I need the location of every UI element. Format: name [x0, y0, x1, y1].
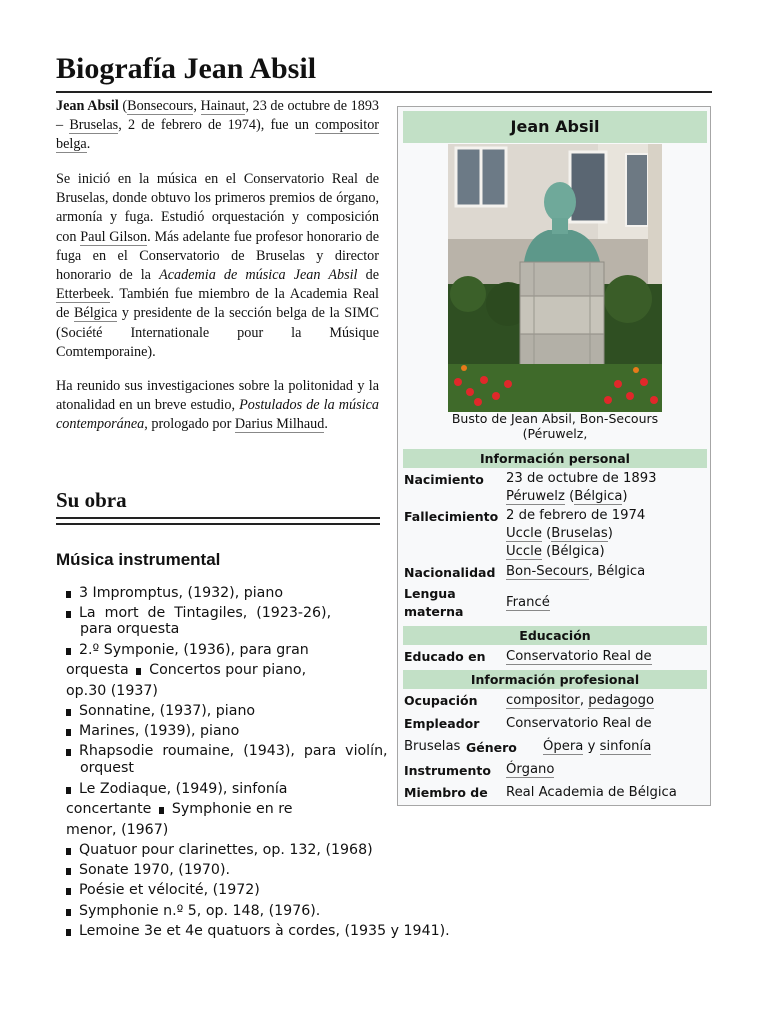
link-belgica-birth[interactable]: Bélgica [574, 489, 623, 504]
text: , Bélgica [588, 564, 646, 579]
list-item [66, 841, 373, 859]
list-item-cont: op.30 (1937) [66, 683, 158, 699]
label-nacimiento: Nacimiento [404, 472, 484, 487]
link-bon-secours[interactable]: Bon-Secours [506, 564, 589, 579]
list-item [66, 780, 288, 798]
link-bruselas-death[interactable]: Bruselas [551, 526, 608, 541]
subject-name: Jean Absil [56, 98, 119, 114]
link-pedagogo[interactable]: pedagogo [588, 693, 655, 708]
value-empleador: Conservatorio Real de [506, 716, 652, 731]
list-item [66, 702, 255, 720]
link-peruwelz[interactable]: Péruwelz [506, 489, 565, 504]
work-title: orquesta [66, 662, 129, 678]
link-darius-milhaud[interactable]: Darius Milhaud [234, 416, 325, 433]
label-genero: Género [466, 740, 517, 755]
intro-paragraph [56, 97, 379, 155]
value-nacionalidad [506, 563, 645, 581]
work-title: concertante [66, 801, 152, 817]
value-lengua [506, 594, 550, 612]
list-item [66, 922, 450, 940]
bullet-icon [66, 929, 71, 936]
label-miembro: Miembro de [404, 785, 488, 800]
text: . Más adelante fue profesor honorario de fuga en el Conservatorio de Bruselas y director honorario de la [56, 228, 379, 284]
value-genero [543, 738, 651, 756]
list-item [66, 881, 260, 899]
career-paragraph [56, 170, 379, 362]
list-item-cont: para orquesta [80, 621, 180, 637]
bullet-icon [136, 668, 141, 675]
section-professional: Información profesional [403, 670, 707, 689]
bullet-icon [66, 611, 71, 618]
work-title: Quatuor pour clarinettes, op. 132, (1968) [79, 842, 373, 858]
list-item [66, 742, 397, 760]
birth-place [506, 488, 657, 506]
label-line: materna [404, 604, 464, 619]
text: ) [607, 526, 613, 541]
work-title: La mort de Tintagiles, (1923-26), [79, 605, 332, 621]
book-title: Postulados de la música contemporánea [56, 397, 379, 433]
value-ocupacion [506, 692, 654, 710]
value-nacimiento [506, 470, 657, 506]
section-divider [56, 517, 380, 519]
bullet-icon [66, 709, 71, 716]
caption-line: (Péruwelz, [522, 426, 588, 441]
death-date: 2 de febrero de 1974 [506, 508, 646, 523]
value-educado [506, 648, 652, 666]
link-organo[interactable]: Órgano [506, 762, 555, 777]
label-ocupacion: Ocupación [404, 693, 478, 708]
caption-line: Busto de Jean Absil, Bon-Secours [451, 411, 659, 426]
link-paul-gilson[interactable]: Paul Gilson [80, 228, 148, 245]
bullet-icon [66, 648, 71, 655]
label-fallecimiento: Fallecimiento [404, 509, 499, 524]
list-item-cont: menor, (1967) [66, 822, 169, 838]
value-fallecimiento [506, 507, 645, 561]
text: ( [118, 98, 128, 114]
value-miembro: Real Academia de Bélgica [506, 785, 677, 800]
text: , 23 de octubre de 1893 – [56, 98, 380, 134]
list-item [66, 800, 292, 818]
infobox [397, 106, 711, 806]
text: (Bélgica) [541, 544, 605, 559]
work-title: Symphonie n.º 5, op. 148, (1976). [79, 903, 321, 919]
bust-photo [448, 144, 662, 412]
subsection-heading-instrumental: Música instrumental [56, 550, 221, 569]
text: , 2 de febrero de 1974), fue un [118, 117, 316, 134]
research-paragraph [56, 377, 379, 435]
work-title: Symphonie en re [171, 801, 293, 817]
section-personal-info: Información personal [403, 449, 707, 468]
work-title: 2.º Symponie, (1936), para gran [79, 642, 309, 658]
link-uccle-2[interactable]: Uccle [506, 544, 542, 559]
text: y [583, 739, 600, 754]
death-place [506, 525, 645, 543]
link-france[interactable]: Francé [506, 595, 550, 610]
work-title: Sonnatine, (1937), piano [79, 703, 256, 719]
bullet-icon [66, 787, 71, 794]
list-item [66, 902, 320, 920]
work-title: Sonate 1970, (1970). [79, 862, 230, 878]
text: . [86, 136, 91, 153]
label-instrumento: Instrumento [404, 763, 491, 778]
text: Ha reunido sus investigaciones sobre la politonidad y la atonalidad en un breve estudio, [56, 378, 379, 414]
work-title: 3 Impromptus, (1932), piano [79, 585, 284, 601]
list-item [66, 722, 239, 740]
value-instrumento [506, 761, 554, 779]
link-bonsecours[interactable]: Bonsecours [127, 98, 194, 114]
bullet-icon [66, 591, 71, 598]
birth-date: 23 de octubre de 1893 [506, 471, 657, 486]
section-divider [56, 523, 380, 525]
bullet-icon [159, 807, 164, 814]
bullet-icon [66, 909, 71, 916]
text: . [324, 416, 328, 433]
link-etterbeek[interactable]: Etterbeek [56, 286, 111, 303]
work-title: Lemoine 3e et 4e quatuors à cordes, (1935 y 1941). [79, 923, 450, 939]
academia-name: Academia de música Jean Absil [159, 267, 358, 284]
list-item [66, 641, 309, 659]
link-compositor-belga[interactable]: compositor belga [56, 117, 380, 153]
text: ) [622, 489, 628, 504]
text: ( [541, 526, 552, 541]
text: de [357, 267, 379, 284]
work-title: Le Zodiaque, (1949), sinfonía [79, 781, 288, 797]
infobox-title: Jean Absil [403, 111, 707, 143]
work-title: Concertos pour piano, [149, 662, 307, 678]
work-title: Rhapsodie roumaine, (1943), para violín, [79, 743, 388, 759]
bullet-icon [66, 868, 71, 875]
list-item [66, 861, 230, 879]
label-lengua-materna [404, 585, 463, 621]
link-conservatorio[interactable]: Conservatorio Real de [506, 649, 652, 664]
bullet-icon [66, 848, 71, 855]
label-line: Lengua [404, 586, 456, 601]
value-empleador-cont: Bruselas [404, 739, 461, 754]
text: , prologado por [144, 416, 235, 433]
list-item-cont: orquest [80, 760, 134, 776]
label-nacionalidad: Nacionalidad [404, 565, 496, 580]
label-educado: Educado en [404, 649, 486, 664]
title-divider [56, 91, 712, 93]
link-bruselas[interactable]: Bruselas [69, 117, 119, 134]
work-title: Marines, (1939), piano [79, 723, 240, 739]
link-compositor[interactable]: compositor [506, 693, 580, 708]
link-belgica[interactable]: Bélgica [73, 305, 118, 322]
text: , [193, 98, 201, 114]
link-sinfonia[interactable]: sinfonía [599, 739, 652, 754]
link-hainaut[interactable]: Hainaut [200, 98, 246, 114]
list-item [66, 661, 306, 679]
death-place-2 [506, 543, 645, 561]
text: , [579, 693, 589, 708]
label-empleador: Empleador [404, 716, 480, 731]
section-heading-su-obra: Su obra [56, 488, 127, 512]
text: . También fue miembro de la Academia Real de [56, 286, 379, 322]
text: y presidente de la sección belga de la SIMC (Société Internationale pour la Músique Comtemporaine). [56, 305, 379, 360]
work-title: Poésie et vélocité, (1972) [79, 882, 260, 898]
text: ( [564, 489, 575, 504]
list-item [66, 584, 283, 602]
photo-caption [403, 411, 707, 441]
link-opera[interactable]: Ópera [543, 739, 584, 754]
link-uccle[interactable]: Uccle [506, 526, 542, 541]
section-education: Educación [403, 626, 707, 645]
page-title: Biografía Jean Absil [56, 52, 317, 85]
bullet-icon [66, 729, 71, 736]
text: Se inició en la música en el Conservatorio Real de Bruselas, donde obtuvo los primeros premios de órgano, armonía y fuga. Estudió orquestación y composición con [56, 171, 379, 245]
bullet-icon [66, 749, 71, 756]
bullet-icon [66, 888, 71, 895]
